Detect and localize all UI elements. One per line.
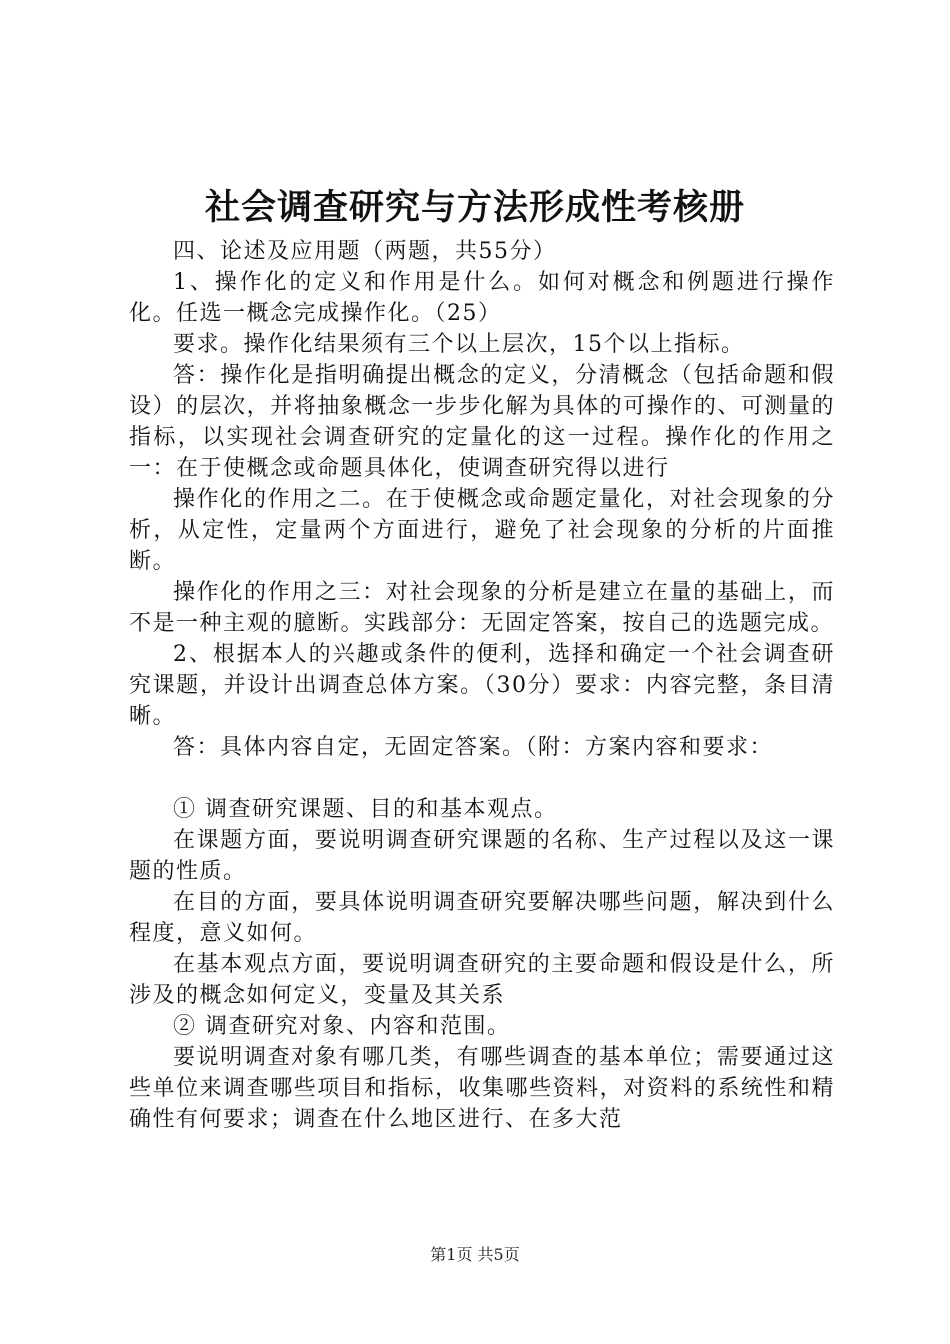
answer-2: 答：具体内容自定，无固定答案。（附：方案内容和要求： <box>173 735 774 760</box>
section-heading: 四、论述及应用题（两题，共55分） <box>173 239 557 264</box>
plan-topic: 在课题方面，要说明调查研究课题的名称、生产过程以及这一课题的性质。 <box>129 828 835 884</box>
requirement-1: 要求。操作化结果须有三个以上层次，15个以上指标。 <box>173 332 745 357</box>
answer-1-role-3: 操作化的作用之三：对社会现象的分析是建立在量的基础上，而不是一种主观的臆断。实践部分：无固定答案，按自己的选题完成。 <box>129 580 835 636</box>
plan-item-1: ① 调查研究课题、目的和基本观点。 <box>173 797 558 822</box>
question-1: 1、操作化的定义和作用是什么。如何对概念和例题进行操作化。任选一概念完成操作化。（25） <box>129 270 835 326</box>
plan-purpose: 在目的方面，要具体说明调查研究要解决哪些问题，解决到什么程度，意义如何。 <box>129 890 835 946</box>
document-title: 社会调查研究与方法形成性考核册 <box>204 187 745 228</box>
plan-item-2: ② 调查研究对象、内容和范围。 <box>173 1014 511 1039</box>
answer-1-role-2: 操作化的作用之二。在于使概念或命题定量化，对社会现象的分析，从定性，定量两个方面进行，避免了社会现象的分析的片面推断。 <box>129 487 835 574</box>
answer-1: 答：操作化是指明确提出概念的定义，分清概念（包括命题和假设）的层次，并将抽象概念一步步化解为具体的可操作的、可测量的指标，以实现社会调查研究的定量化的这一过程。操作化的作用之一：在于使概念或命题具体化，使调查研究得以进行 <box>129 363 835 481</box>
plan-viewpoint: 在基本观点方面，要说明调查研究的主要命题和假设是什么，所涉及的概念如何定义，变量及其关系 <box>129 952 835 1008</box>
question-2: 2、根据本人的兴趣或条件的便利，选择和确定一个社会调查研究课题，并设计出调查总体方案。（30分）要求：内容完整，条目清晰。 <box>129 642 835 729</box>
document-body <box>129 236 835 1135</box>
page-footer: 第1页 共5页 <box>430 1245 520 1264</box>
plan-object: 要说明调查对象有哪几类，有哪些调查的基本单位；需要通过这些单位来调查哪些项目和指标，收集哪些资料，对资料的系统性和精确性有何要求；调查在什么地区进行、在多大范 <box>129 1045 835 1132</box>
